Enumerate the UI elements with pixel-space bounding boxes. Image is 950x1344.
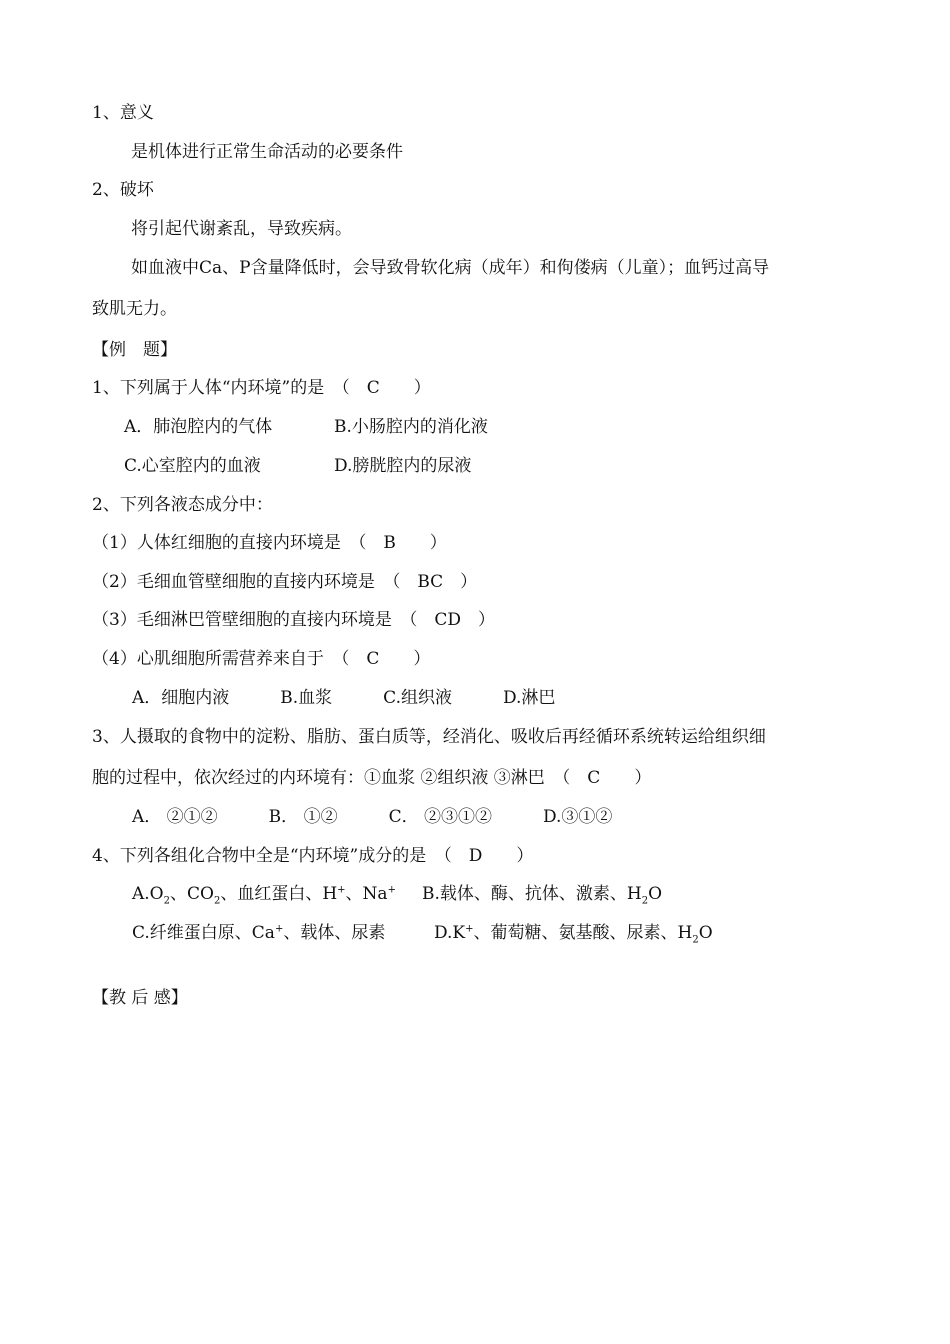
disruption-heading: 2、破坏 <box>92 180 154 200</box>
q4-stem: 4、下列各组化合物中全是“内环境”成分的是 （ D ） <box>92 846 534 866</box>
q1-option-b: B.小肠腔内的消化液 <box>334 417 488 437</box>
q4-option-c: C.纤维蛋白原、Ca+、载体、尿素 <box>132 923 386 943</box>
examples-header: 【例 题】 <box>92 340 177 360</box>
q2-stem: 2、下列各液态成分中： <box>92 495 273 515</box>
q4-option-a: $A.O_2$、$CO_2$、血红蛋白、H+、Na+ <box>132 884 396 907</box>
q2-sub-3: （3）毛细淋巴管壁细胞的直接内环境是 （ CD ） <box>92 610 495 630</box>
disruption-text-2-line2: 致肌无力。 <box>92 299 177 319</box>
q1-option-d: D.膀胱腔内的尿液 <box>334 456 472 476</box>
significance-text: 是机体进行正常生命活动的必要条件 <box>131 142 403 162</box>
q3-stem-line2: 胞的过程中，依次经过的内环境有：①血浆 ②组织液 ③淋巴 （ C ） <box>92 768 652 788</box>
disruption-text-1: 将引起代谢紊乱，导致疾病。 <box>131 219 352 239</box>
q3-options: A． ②①② B． ①② C． ②③①② D.③①② <box>132 807 613 827</box>
q2-sub-1: （1）人体红细胞的直接内环境是 （ B ） <box>92 533 447 553</box>
q3-stem-line1: 3、人摄取的食物中的淀粉、脂肪、蛋白质等，经消化、吸收后再经循环系统转运给组织细 <box>92 727 766 747</box>
q2-sub-4: （4）心肌细胞所需营养来自于 （ C ） <box>92 649 431 669</box>
q1-stem: 1、下列属于人体“内环境”的是 （ C ） <box>92 378 431 398</box>
q1-option-a: A．肺泡腔内的气体 <box>124 417 273 437</box>
q4-option-d: D.K+、葡萄糖、氨基酸、尿素、$H_2O$ <box>434 923 713 946</box>
reflection-header: 【教 后 感】 <box>92 988 188 1008</box>
q1-option-c: C.心室腔内的血液 <box>124 456 261 476</box>
disruption-text-2-line1: 如血液中Ca、P含量降低时，会导致骨软化病（成年）和佝偻病（儿童）；血钙过高导 <box>131 258 770 278</box>
q2-options: A．细胞内液 B.血浆 C.组织液 D.淋巴 <box>132 688 556 708</box>
q4-option-b: B.载体、酶、抗体、激素、$H_2O$ <box>422 884 663 907</box>
significance-heading: 1、意义 <box>92 103 154 123</box>
q2-sub-2: （2）毛细血管壁细胞的直接内环境是 （ BC ） <box>92 572 478 592</box>
